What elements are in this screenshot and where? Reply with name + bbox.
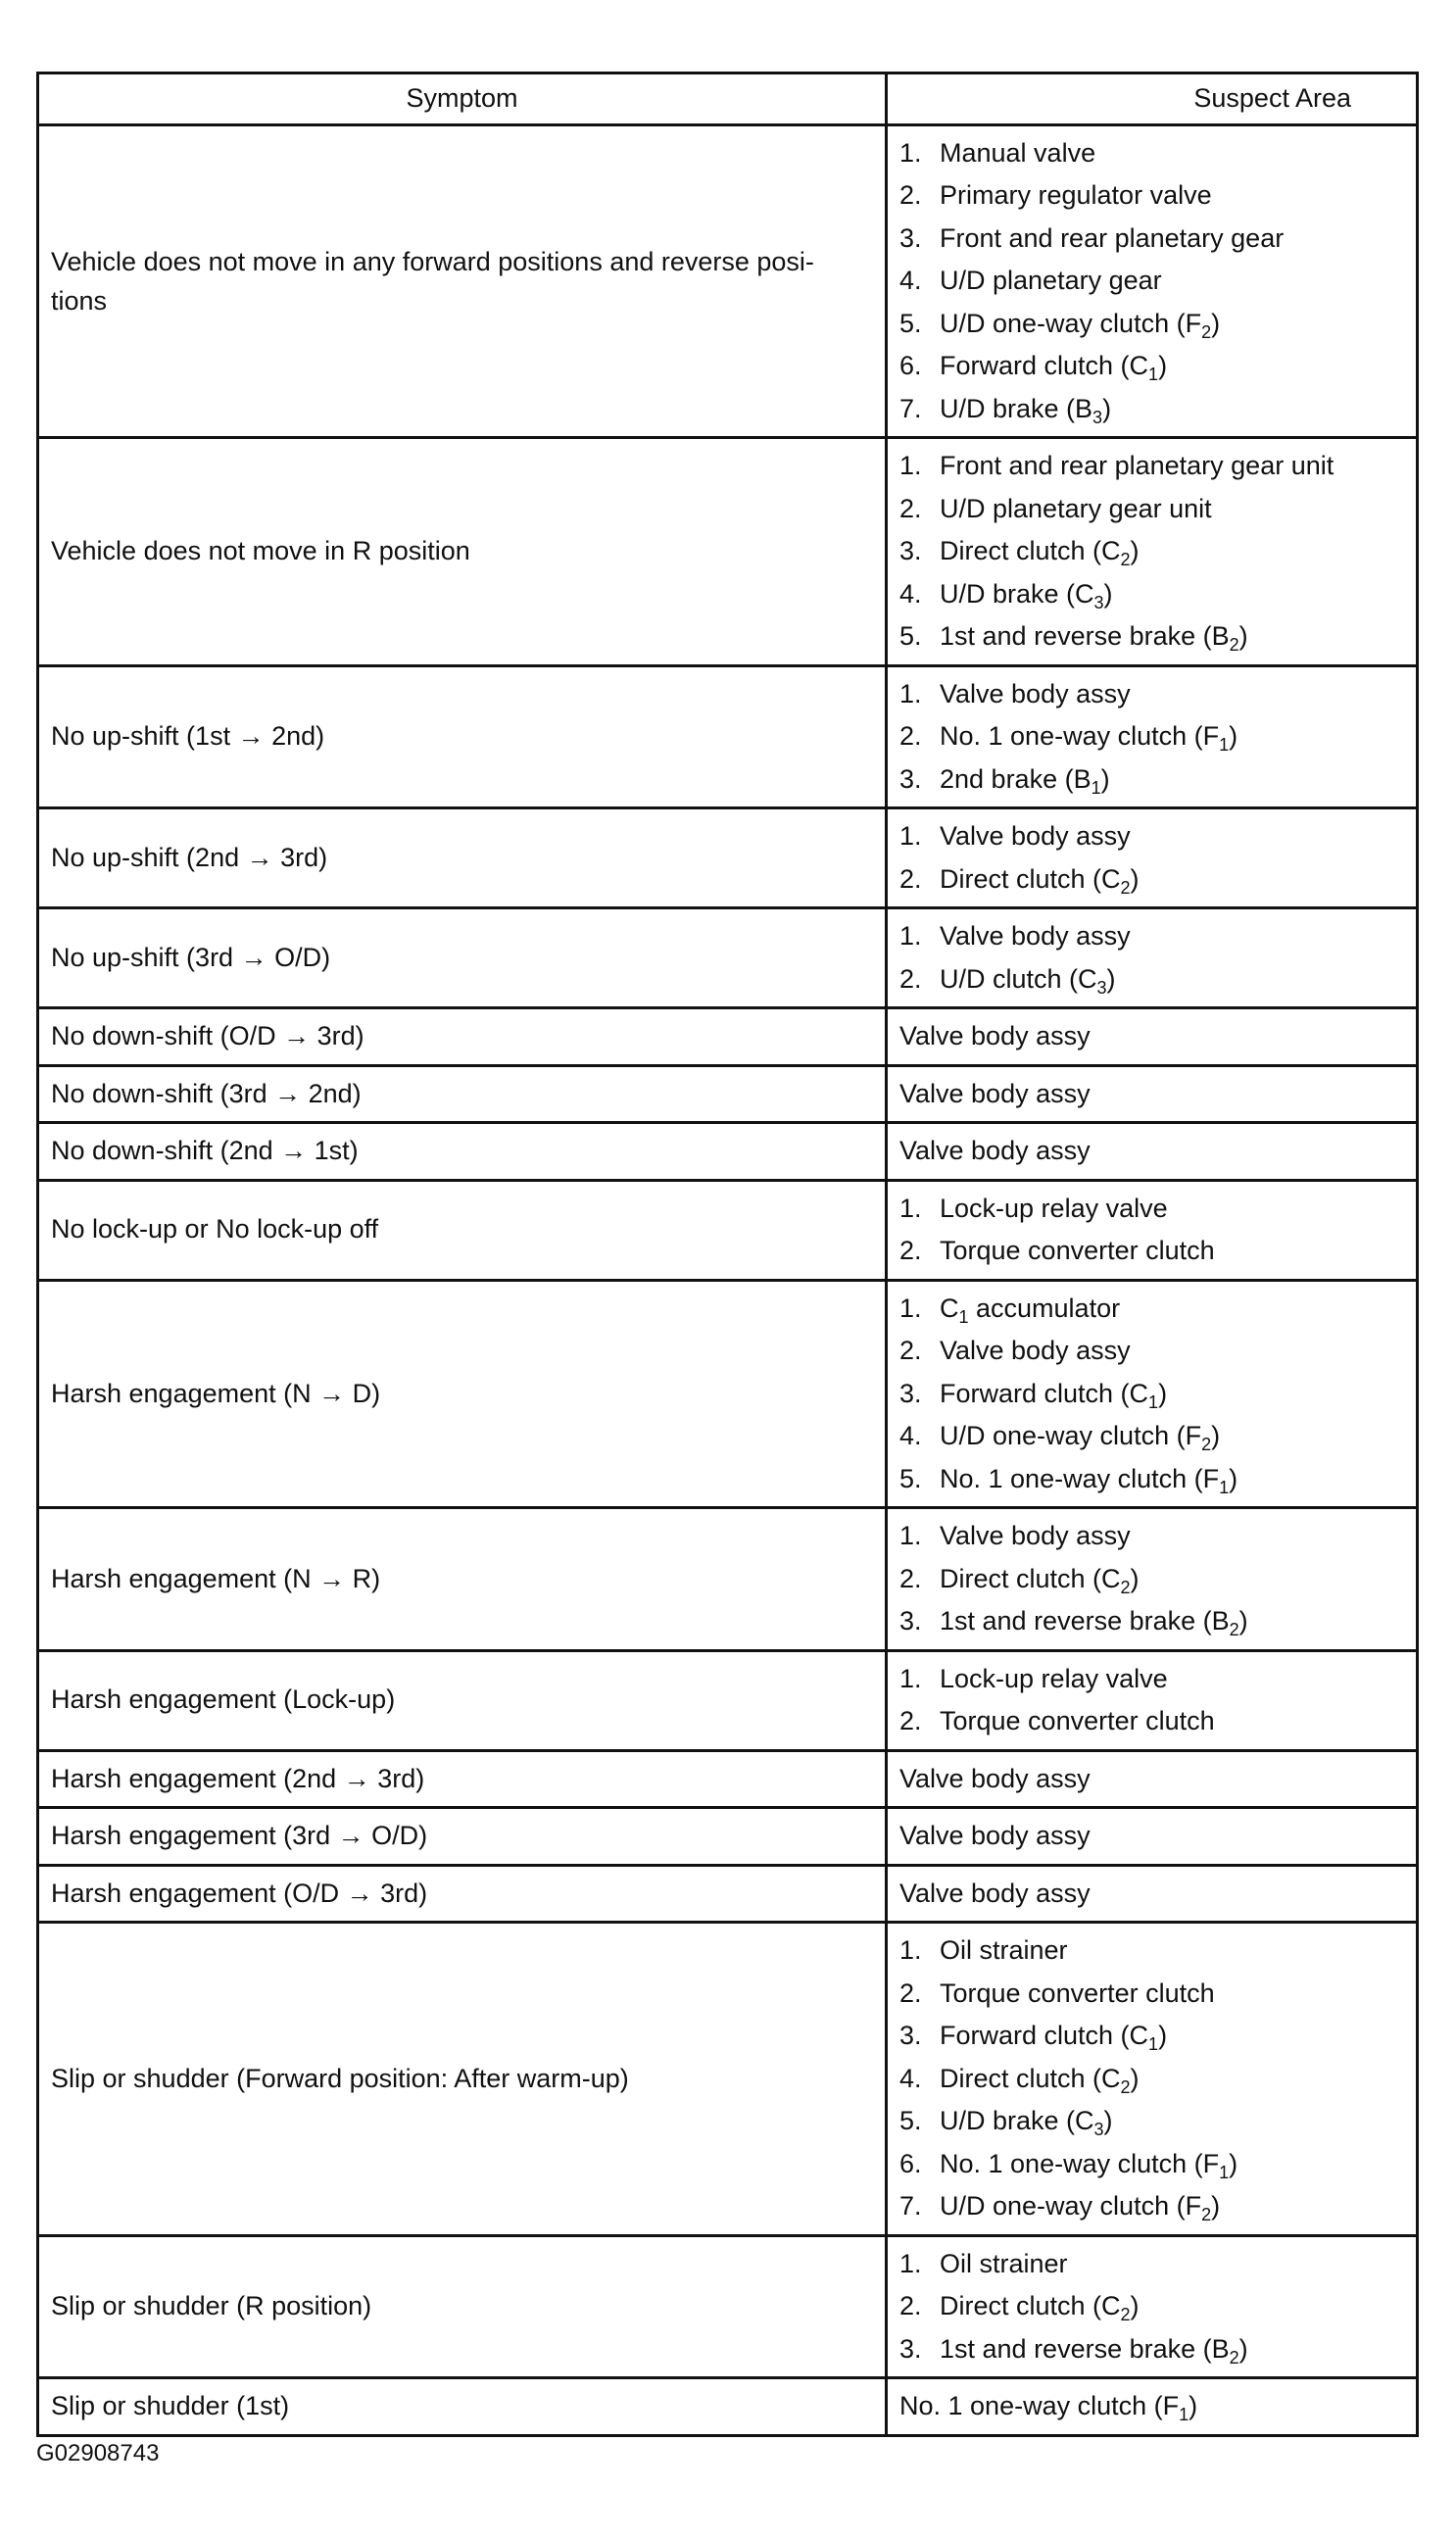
subscript: 1 <box>1148 1392 1159 1412</box>
suspect-list-item <box>899 758 1404 802</box>
table-row <box>38 124 1418 438</box>
suspect-area-cell <box>887 1508 1418 1651</box>
suspect-text: 2nd brake (B <box>940 763 1092 794</box>
suspect-list-item <box>899 345 1404 388</box>
subscript: 1 <box>1219 1477 1230 1497</box>
symptom-cell: No up-shift (1st → 2nd) <box>38 665 887 808</box>
suspect-item-text <box>940 2243 1068 2286</box>
suspect-text-suffix: ) <box>1211 308 1221 338</box>
symptom-cell: No down-shift (3rd → 2nd) <box>38 1065 887 1123</box>
suspect-list-item <box>899 1288 1404 1331</box>
subscript: 2 <box>1229 2347 1239 2368</box>
table-row <box>38 1123 1418 1181</box>
suspect-item-text <box>940 260 1162 303</box>
suspect-list-item <box>899 2143 1404 2186</box>
suspect-item-text <box>940 530 1140 573</box>
suspect-single <box>899 1079 1091 1108</box>
suspect-text: U/D one-way clutch (F <box>940 2191 1202 2221</box>
suspect-area-cell <box>887 2378 1418 2436</box>
suspect-item-text <box>940 303 1220 346</box>
subscript: 2 <box>1229 1620 1239 1639</box>
header-suspect-area: Suspect Area <box>887 73 1418 125</box>
suspect-item-text <box>940 2100 1113 2143</box>
suspect-item-text <box>940 915 1131 958</box>
suspect-area-cell <box>887 124 1418 438</box>
subscript: 1 <box>1219 2162 1230 2182</box>
item-number: 2. <box>899 2291 922 2320</box>
suspect-text: Direct clutch (C <box>940 1563 1121 1593</box>
suspect-item-text <box>940 958 1116 1001</box>
suspect-single <box>899 1821 1091 1850</box>
suspect-item-text <box>940 1458 1238 1501</box>
suspect-text: Forward clutch (C <box>940 2021 1149 2050</box>
item-number: 2. <box>899 1706 922 1735</box>
suspect-text-suffix: ) <box>1189 2391 1198 2420</box>
suspect-list-item <box>899 2285 1404 2328</box>
suspect-text-suffix: ) <box>1103 578 1113 609</box>
suspect-text: Primary regulator valve <box>940 180 1212 210</box>
suspect-item-text <box>940 1558 1140 1601</box>
suspect-item-text <box>940 2285 1140 2328</box>
suspect-item-text <box>940 1415 1220 1458</box>
suspect-text: Valve body assy <box>899 1078 1091 1108</box>
suspect-list-item <box>899 858 1404 902</box>
suspect-list <box>899 445 1404 659</box>
symptom-cell: Harsh engagement (O/D → 3rd) <box>38 1865 887 1923</box>
suspect-area-cell <box>887 908 1418 1008</box>
suspect-list <box>899 1515 1404 1643</box>
symptom-text-line: Vehicle does not move in any forward positions and reverse posi- <box>51 246 814 276</box>
suspect-list-item <box>899 958 1404 1001</box>
suspect-list-item <box>899 530 1404 573</box>
item-number: 3. <box>899 1378 922 1408</box>
suspect-item-text <box>940 1929 1068 1973</box>
suspect-item-text <box>940 1600 1248 1643</box>
symptom-cell: Harsh engagement (3rd → O/D) <box>38 1808 887 1866</box>
table-row <box>38 1065 1418 1123</box>
item-number: 3. <box>899 536 922 565</box>
subscript: 2 <box>1229 635 1239 655</box>
table-row <box>38 1180 1418 1280</box>
suspect-item-text <box>940 573 1113 616</box>
symptom-cell: No lock-up or No lock-up off <box>38 1180 887 1280</box>
suspect-text: Valve body assy <box>940 1336 1131 1365</box>
suspect-text: Torque converter clutch <box>940 1977 1215 2008</box>
symptom-cell: Slip or shudder (Forward position: After warm-up) <box>38 1923 887 2236</box>
suspect-text: Valve body assy <box>940 1521 1131 1550</box>
symptom-cell: No down-shift (2nd → 1st) <box>38 1123 887 1181</box>
suspect-item-text <box>940 758 1110 802</box>
suspect-text: Forward clutch (C <box>940 1378 1149 1408</box>
suspect-list-item <box>899 488 1404 531</box>
suspect-text: No. 1 one-way clutch (F <box>940 1463 1220 1493</box>
suspect-list-item <box>899 260 1404 303</box>
item-number: 2. <box>899 963 922 994</box>
suspect-item-text <box>940 2143 1238 2186</box>
symptom-text-line: tions <box>51 285 108 316</box>
suspect-list <box>899 815 1404 901</box>
header-symptom: Symptom <box>38 73 887 125</box>
suspect-item-text <box>940 345 1167 388</box>
suspect-list-item <box>899 615 1404 659</box>
suspect-text: Valve body assy <box>899 1821 1091 1850</box>
symptom-cell: No up-shift (3rd → O/D) <box>38 908 887 1008</box>
item-number: 3. <box>899 222 922 253</box>
table-row <box>38 1923 1418 2236</box>
suspect-text: No. 1 one-way clutch (F <box>899 2391 1180 2420</box>
suspect-text: Manual valve <box>940 137 1096 168</box>
symptom-cell: No down-shift (O/D → 3rd) <box>38 1008 887 1066</box>
suspect-list-item <box>899 2058 1404 2101</box>
suspect-text: No. 1 one-way clutch (F <box>940 721 1220 751</box>
item-number: 7. <box>899 393 922 423</box>
suspect-text-suffix: accumulator <box>968 1293 1121 1323</box>
suspect-list <box>899 1188 1404 1273</box>
suspect-list-item <box>899 1658 1404 1701</box>
table-header-row <box>38 73 1418 125</box>
suspect-text-suffix: ) <box>1211 2191 1221 2221</box>
suspect-text-suffix: ) <box>1238 1606 1248 1636</box>
suspect-area-cell <box>887 1180 1418 1280</box>
subscript: 3 <box>1093 592 1104 612</box>
suspect-text: U/D brake (C <box>940 2106 1094 2135</box>
suspect-list <box>899 1288 1404 1501</box>
subscript: 1 <box>1179 2405 1189 2424</box>
symptom-cell: Harsh engagement (Lock-up) <box>38 1650 887 1750</box>
suspect-text: U/D one-way clutch (F <box>940 308 1202 338</box>
suspect-list-item <box>899 1330 1404 1373</box>
table-row <box>38 1508 1418 1651</box>
table-row <box>38 1280 1418 1508</box>
suspect-text: Forward clutch (C <box>940 351 1149 380</box>
subscript: 2 <box>1120 550 1131 569</box>
table-row <box>38 1008 1418 1066</box>
suspect-text: 1st and reverse brake (B <box>940 1606 1230 1636</box>
suspect-text: 1st and reverse brake (B <box>940 621 1230 651</box>
suspect-text-suffix: ) <box>1238 2333 1248 2364</box>
suspect-text: Direct clutch (C <box>940 2291 1121 2320</box>
item-number: 5. <box>899 2106 922 2135</box>
item-number: 2. <box>899 1563 922 1593</box>
suspect-text: Valve body assy <box>940 821 1131 851</box>
suspect-text: U/D clutch (C <box>940 963 1097 994</box>
subscript: 2 <box>1120 2076 1131 2097</box>
suspect-list-item <box>899 1373 1404 1416</box>
suspect-item-text <box>940 1658 1168 1701</box>
suspect-text: U/D one-way clutch (F <box>940 1421 1202 1450</box>
suspect-single <box>899 2391 1198 2424</box>
suspect-text: Valve body assy <box>899 1878 1091 1908</box>
suspect-list-item <box>899 715 1404 758</box>
suspect-text-suffix: ) <box>1103 2106 1113 2135</box>
suspect-item-text <box>940 2058 1140 2101</box>
suspect-text-suffix: ) <box>1130 536 1140 565</box>
symptom-cell: Harsh engagement (N → R) <box>38 1508 887 1651</box>
suspect-text: C <box>940 1293 959 1323</box>
item-number: 1. <box>899 2248 922 2278</box>
suspect-area-cell <box>887 1065 1418 1123</box>
suspect-text: Torque converter clutch <box>940 1236 1215 1265</box>
suspect-text: Lock-up relay valve <box>940 1193 1168 1223</box>
suspect-list-item <box>899 2100 1404 2143</box>
suspect-item-text <box>940 715 1238 758</box>
suspect-text-suffix: ) <box>1102 393 1112 423</box>
suspect-area-cell <box>887 438 1418 666</box>
table-row <box>38 1865 1418 1923</box>
suspect-text: Oil strainer <box>940 1935 1068 1965</box>
suspect-item-text <box>940 1973 1215 2016</box>
suspect-area-cell <box>887 1808 1418 1866</box>
subscript: 1 <box>1091 777 1101 798</box>
subscript: 1 <box>958 1306 969 1327</box>
item-number: 1. <box>899 137 922 168</box>
suspect-text-suffix: ) <box>1158 1378 1168 1408</box>
suspect-item-text <box>940 1188 1168 1231</box>
suspect-text: Direct clutch (C <box>940 2063 1121 2093</box>
suspect-item-text <box>940 673 1131 716</box>
suspect-item-text <box>940 815 1131 858</box>
suspect-list-item <box>899 1188 1404 1231</box>
suspect-single <box>899 1021 1091 1050</box>
suspect-area-cell <box>887 1923 1418 2236</box>
item-number: 3. <box>899 2021 922 2050</box>
table-row <box>38 2378 1418 2436</box>
suspect-single <box>899 1136 1091 1165</box>
item-number: 1. <box>899 1521 922 1550</box>
subscript: 2 <box>1120 1577 1131 1597</box>
suspect-item-text <box>940 445 1334 488</box>
suspect-list-item <box>899 915 1404 958</box>
suspect-area-cell <box>887 1650 1418 1750</box>
symptom-cell: Slip or shudder (R position) <box>38 2235 887 2378</box>
symptom-cell: No up-shift (2nd → 3rd) <box>38 808 887 908</box>
suspect-text-suffix: ) <box>1158 2021 1168 2050</box>
suspect-item-text <box>940 1515 1131 1558</box>
suspect-item-text <box>940 858 1140 902</box>
suspect-item-text <box>940 488 1212 531</box>
item-number: 6. <box>899 351 922 380</box>
suspect-text: Direct clutch (C <box>940 863 1121 894</box>
table-row <box>38 1650 1418 1750</box>
suspect-text: U/D brake (B <box>940 393 1093 423</box>
suspect-text: No. 1 one-way clutch (F <box>940 2148 1220 2178</box>
table-row <box>38 808 1418 908</box>
suspect-text: 1st and reverse brake (B <box>940 2333 1230 2364</box>
suspect-item-text <box>940 218 1284 261</box>
item-number: 5. <box>899 1463 922 1493</box>
item-number: 3. <box>899 763 922 794</box>
subscript: 2 <box>1120 2305 1131 2324</box>
item-number: 4. <box>899 266 922 295</box>
suspect-area-cell <box>887 1865 1418 1923</box>
suspect-list <box>899 915 1404 1001</box>
item-number: 2. <box>899 863 922 894</box>
suspect-text: U/D planetary gear <box>940 266 1162 295</box>
item-number: 1. <box>899 1193 922 1223</box>
suspect-list <box>899 1658 1404 1743</box>
suspect-item-text <box>940 2185 1220 2228</box>
table-row <box>38 2235 1418 2378</box>
item-number: 5. <box>899 621 922 651</box>
item-number: 5. <box>899 308 922 338</box>
suspect-item-text <box>940 615 1248 659</box>
suspect-single <box>899 1764 1091 1793</box>
suspect-list-item <box>899 2015 1404 2058</box>
table-row <box>38 908 1418 1008</box>
suspect-text: Oil strainer <box>940 2248 1068 2278</box>
suspect-list-item <box>899 2243 1404 2286</box>
suspect-item-text <box>940 1288 1120 1331</box>
suspect-text-suffix: ) <box>1130 863 1140 894</box>
suspect-text: Valve body assy <box>899 1136 1091 1165</box>
item-number: 4. <box>899 578 922 609</box>
suspect-text-suffix: ) <box>1158 351 1168 380</box>
suspect-area-cell <box>887 1750 1418 1808</box>
item-number: 3. <box>899 2333 922 2364</box>
suspect-text-suffix: ) <box>1211 1421 1221 1450</box>
suspect-list-item <box>899 1230 1404 1273</box>
subscript: 3 <box>1093 2120 1104 2139</box>
suspect-item-text <box>940 388 1111 431</box>
subscript: 1 <box>1148 2034 1159 2054</box>
symptom-cell: Slip or shudder (1st) <box>38 2378 887 2436</box>
symptom-cell: Vehicle does not move in R position <box>38 438 887 666</box>
suspect-list-item <box>899 1700 1404 1743</box>
suspect-list-item <box>899 815 1404 858</box>
item-number: 2. <box>899 721 922 751</box>
suspect-text: Direct clutch (C <box>940 536 1121 565</box>
suspect-area-cell <box>887 808 1418 908</box>
suspect-text-suffix: ) <box>1100 763 1110 794</box>
item-number: 4. <box>899 1421 922 1450</box>
suspect-list-item <box>899 1600 1404 1643</box>
suspect-text-suffix: ) <box>1238 621 1248 651</box>
suspect-list-item <box>899 1558 1404 1601</box>
symptom-cell: Harsh engagement (N → D) <box>38 1280 887 1508</box>
item-number: 2. <box>899 180 922 210</box>
suspect-list-item <box>899 132 1404 175</box>
item-number: 1. <box>899 921 922 951</box>
suspect-area-cell <box>887 665 1418 808</box>
item-number: 1. <box>899 821 922 851</box>
suspect-list-item <box>899 2328 1404 2371</box>
item-number: 4. <box>899 2063 922 2093</box>
suspect-item-text <box>940 132 1095 175</box>
suspect-text: Valve body assy <box>899 1021 1091 1050</box>
subscript: 1 <box>1219 735 1230 755</box>
table-row <box>38 665 1418 808</box>
suspect-list-item <box>899 1458 1404 1501</box>
suspect-single <box>899 1879 1091 1908</box>
suspect-text: Lock-up relay valve <box>940 1663 1168 1693</box>
suspect-list <box>899 1929 1404 2228</box>
subscript: 3 <box>1096 977 1107 998</box>
suspect-list-item <box>899 1973 1404 2016</box>
suspect-list-item <box>899 445 1404 488</box>
suspect-text: Valve body assy <box>940 678 1131 708</box>
item-number: 2. <box>899 1336 922 1365</box>
suspect-text-suffix: ) <box>1229 1463 1238 1493</box>
suspect-list-item <box>899 673 1404 716</box>
suspect-list-item <box>899 174 1404 218</box>
item-number: 2. <box>899 1236 922 1265</box>
suspect-text-suffix: ) <box>1229 721 1238 751</box>
item-number: 1. <box>899 451 922 480</box>
table-body <box>38 124 1418 2435</box>
suspect-area-cell <box>887 1280 1418 1508</box>
suspect-list-item <box>899 303 1404 346</box>
table-row <box>38 1808 1418 1866</box>
figure-code: G02908743 <box>36 2440 160 2466</box>
item-number: 7. <box>899 2191 922 2221</box>
suspect-area-cell <box>887 2235 1418 2378</box>
suspect-item-text <box>940 174 1212 218</box>
suspect-list-item <box>899 1415 1404 1458</box>
suspect-list <box>899 673 1404 802</box>
symptom-cell <box>38 124 887 438</box>
symptom-table <box>36 72 1419 2437</box>
suspect-item-text <box>940 1373 1167 1416</box>
item-number: 2. <box>899 493 922 523</box>
suspect-item-text <box>940 1330 1131 1373</box>
subscript: 3 <box>1092 407 1103 427</box>
suspect-list-item <box>899 1929 1404 1973</box>
suspect-area-cell <box>887 1123 1418 1181</box>
item-number: 6. <box>899 2148 922 2178</box>
item-number: 1. <box>899 1293 922 1323</box>
suspect-list <box>899 2243 1404 2371</box>
suspect-text: Front and rear planetary gear <box>940 222 1285 253</box>
suspect-text-suffix: ) <box>1130 2063 1140 2093</box>
suspect-text-suffix: ) <box>1130 1563 1140 1593</box>
suspect-text: Valve body assy <box>940 921 1131 951</box>
suspect-item-text <box>940 1230 1215 1273</box>
suspect-list-item <box>899 2185 1404 2228</box>
suspect-list <box>899 132 1404 431</box>
suspect-item-text <box>940 1700 1215 1743</box>
suspect-item-text <box>940 2015 1167 2058</box>
symptom-cell: Harsh engagement (2nd → 3rd) <box>38 1750 887 1808</box>
suspect-item-text <box>940 2328 1248 2371</box>
item-number: 1. <box>899 1935 922 1965</box>
suspect-text: U/D brake (C <box>940 578 1094 609</box>
suspect-text: U/D planetary gear unit <box>940 493 1212 523</box>
suspect-list-item <box>899 1515 1404 1558</box>
subscript: 2 <box>1201 2205 1212 2224</box>
table-row <box>38 438 1418 666</box>
item-number: 1. <box>899 678 922 708</box>
suspect-text-suffix: ) <box>1106 963 1116 994</box>
suspect-list-item <box>899 388 1404 431</box>
suspect-list-item <box>899 218 1404 261</box>
suspect-text-suffix: ) <box>1229 2148 1238 2178</box>
suspect-text: Valve body assy <box>899 1763 1091 1793</box>
table-row <box>38 1750 1418 1808</box>
suspect-list-item <box>899 573 1404 616</box>
item-number: 3. <box>899 1606 922 1636</box>
subscript: 2 <box>1201 1435 1212 1454</box>
suspect-text-suffix: ) <box>1130 2291 1140 2320</box>
suspect-area-cell <box>887 1008 1418 1066</box>
subscript: 2 <box>1120 877 1131 898</box>
subscript: 1 <box>1148 365 1159 384</box>
item-number: 2. <box>899 1977 922 2008</box>
item-number: 1. <box>899 1663 922 1693</box>
subscript: 2 <box>1201 321 1212 342</box>
suspect-text: Front and rear planetary gear unit <box>940 451 1335 480</box>
suspect-text: Torque converter clutch <box>940 1706 1215 1735</box>
